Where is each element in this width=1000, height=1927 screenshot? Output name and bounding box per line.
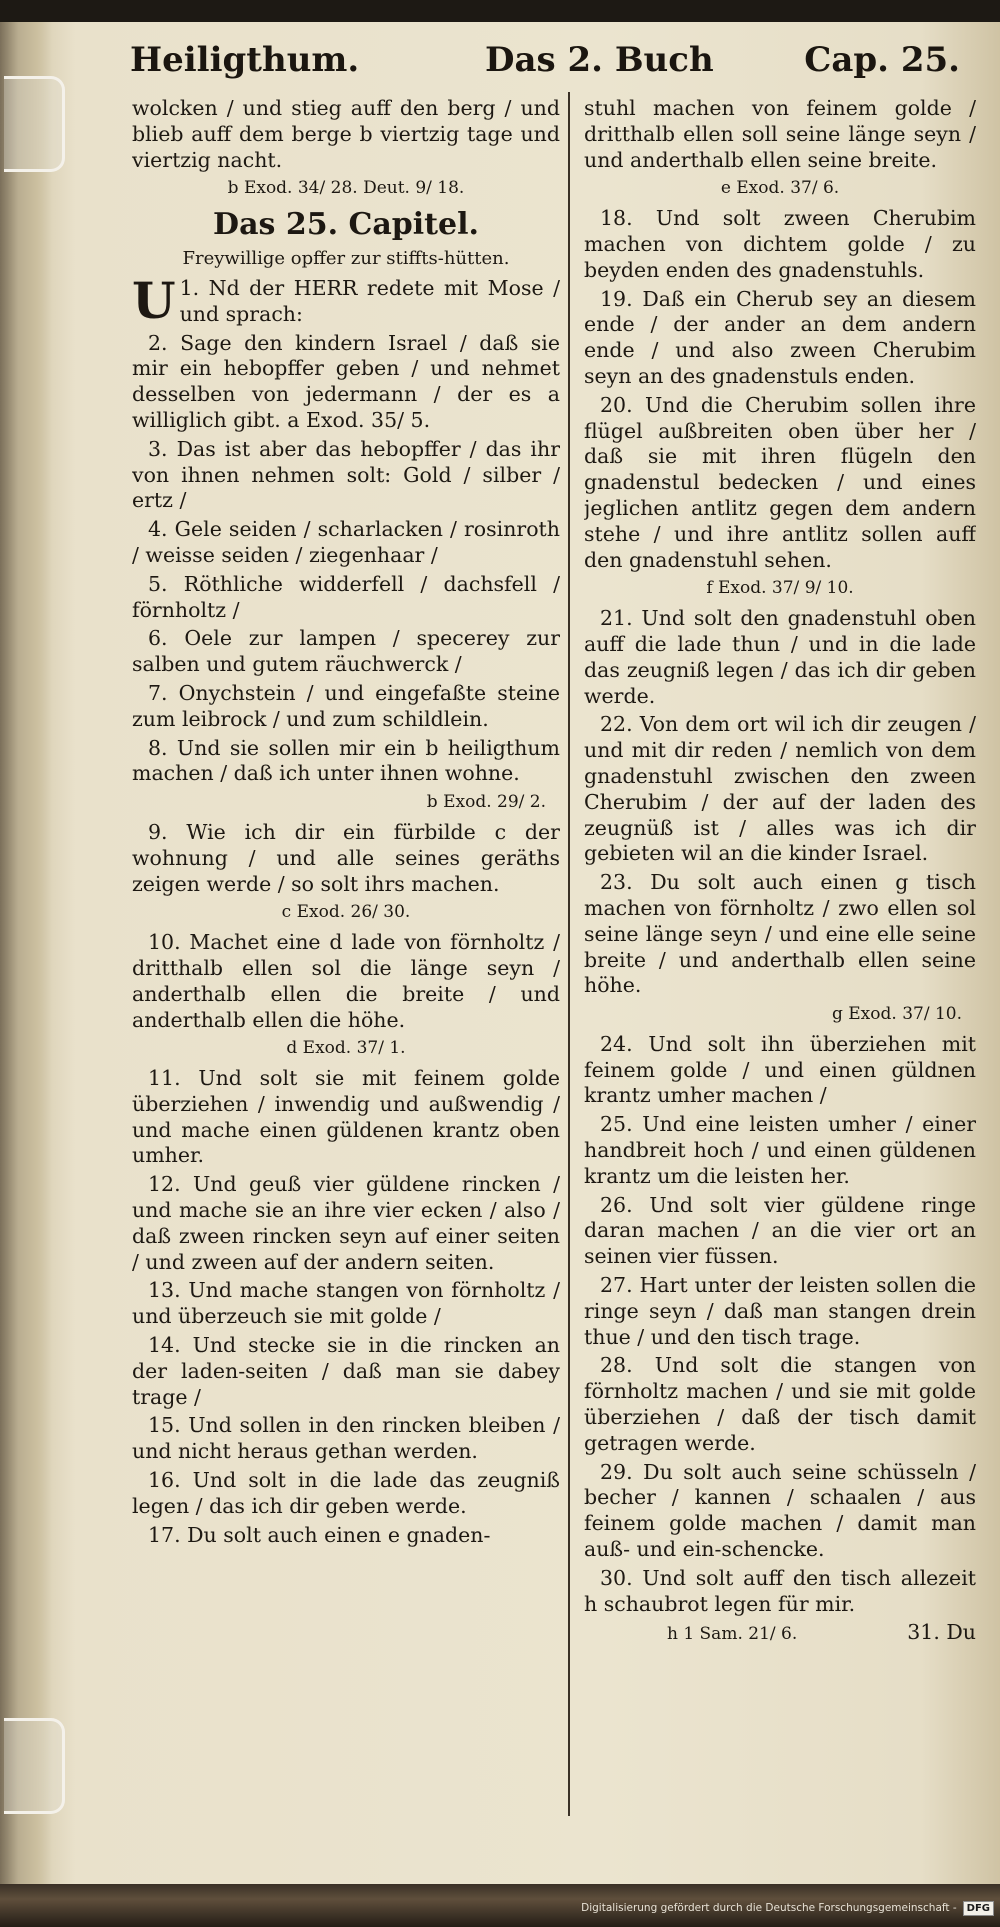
verse-19: 19. Daß ein Cherub sey an diesem ende / der ander an dem andern ende / und also zween Cherubim seyn an des gnadenstuls enden. — [584, 286, 976, 388]
drop-initial: U — [132, 270, 176, 330]
running-head-center: Das 2. Buch — [485, 40, 714, 80]
running-head — [130, 40, 960, 92]
verse-12: 12. Und geuß vier güldene rincken / und mache sie an ihre vier ecken / also / daß zween rincken seyn auf einer seiten / und zween auf der andern seiten. — [132, 1172, 560, 1274]
catchword: 31. Du — [907, 1620, 976, 1645]
verse-14: 14. Und stecke sie in die rincken an der laden-seiten / daß man sie dabey trage / — [132, 1333, 560, 1409]
verse-6: 6. Oele zur lampen / specerey zur salben und gutem räuchwerck / — [132, 626, 560, 677]
verse-17: 17. Du solt auch einen e gnaden- — [148, 1522, 491, 1547]
verse-18: 18. Und solt zween Cherubim machen von dichtem golde / zu beyden enden des gnadenstuhls. — [584, 206, 976, 282]
verse-21: 21. Und solt den gnadenstuhl oben auff die lade thun / und in die lade das zeugniß legen / das ich dir geben werde. — [584, 606, 976, 708]
verse-20-note: f Exod. 37/ 9/ 10. — [706, 578, 854, 599]
verse-9: 9. Wie ich dir ein fürbilde c der wohnung / und alle seines geräths zeigen werde / so solt ihrs machen. — [132, 819, 560, 896]
verse-27: 27. Hart unter der leisten sollen die ringe seyn / daß man stangen drein thue / und den tisch trage. — [584, 1273, 976, 1349]
verse-29: 29. Du solt auch seine schüsseln / becher / kannen / schaalen / aus feinem golde machen / damit man auß- und ein-schencke. — [584, 1459, 976, 1562]
verse-30: 30. Und solt auff den tisch allezeit h schaubrot legen für mir. — [584, 1565, 976, 1616]
verse-20: 20. Und die Cherubim sollen ihre flügel außbreiten oben über her / daß sie mit ihren flügeln den gnadenstul bedecken / und eines jeglichen antlitz gegen dem andern stehe / und ihre antlitz sollen auff den gnadenstuhl sehen. — [584, 392, 976, 572]
verse-30-note: h 1 Sam. 21/ 6. — [666, 1624, 798, 1645]
verse-7: 7. Onychstein / und eingefaßte steine zum leibrock / und zum schildlein. — [132, 680, 560, 731]
verse-8-note: b Exod. 29/ 2. — [426, 792, 546, 813]
verse-13: 13. Und mache stangen von förnholtz / und überzeuch sie mit golde / — [132, 1278, 560, 1329]
verse-3: 3. Das ist aber das hebopffer / das ihr von ihnen nehmen solt: Gold / silber / ertz / — [132, 436, 560, 513]
verse-1 — [132, 270, 560, 330]
dfg-logo: DFG — [963, 1901, 994, 1916]
verse-23-note: g Exod. 37/ 10. — [831, 1004, 962, 1025]
left-column — [132, 96, 560, 1796]
verse-2: 2. Sage den kindern Israel / daß sie mir ein hebopffer geben / und nehmet desselben von jedermann / der es a williglich gibt. a Exod. 35/ 5. — [132, 330, 560, 432]
verse-28: 28. Und solt die stangen von förnholtz machen / und sie mit golde überziehen / daß der tisch damit getragen werde. — [584, 1353, 976, 1455]
verse-24: 24. Und solt ihn überziehen mit feinem golde / und einen güldnen krantz umher machen / — [584, 1031, 976, 1108]
verse-15: 15. Und sollen in den rincken bleiben / und nicht heraus gethan werden. — [132, 1413, 560, 1464]
verse-10-note: d Exod. 37/ 1. — [286, 1038, 406, 1059]
verse-11: 11. Und solt sie mit feinem golde überziehen / inwendig und außwendig / und mache einen güldenen krantz oben umher. — [132, 1066, 560, 1168]
chapter-summary: Freywillige opffer zur stiffts-hütten. — [182, 248, 510, 270]
verse-5: 5. Röthliche widderfell / dachsfell / förnholtz / — [132, 571, 560, 622]
page-clip-top — [4, 76, 65, 172]
chapter-title: Das 25. Capitel. — [213, 207, 479, 243]
running-head-right: Cap. 25. — [804, 40, 960, 80]
right-intro: stuhl machen von feinem golde / dritthalb ellen soll seine länge seyn / und anderthalb ellen seine breite. — [584, 96, 976, 172]
verse-25: 25. Und eine leisten umher / einer handbreit hoch / und einen güldenen krantz um die leisten her. — [584, 1112, 976, 1188]
page-clip-bottom — [4, 1718, 65, 1814]
verse-23: 23. Du solt auch einen g tisch machen von förnholtz / zwo ellen sol seine länge seyn / und eine elle seine breite / und anderthalb ellen seine höhe. — [584, 870, 976, 998]
left-intro: wolcken / und stieg auff den berg / und blieb auff dem berge b viertzig tage und viertzig nacht. — [132, 96, 560, 172]
right-column — [584, 96, 976, 1796]
verse-22: 22. Von dem ort wil ich dir zeugen / und mit dir reden / nemlich von dem gnadenstuhl zwischen den zween Cherubim / der auf der laden des zeugnüß ist / alles was ich dir gebieten wil an die kinder Israel. — [584, 712, 976, 866]
verse-1-text: 1. Nd der HERR redete mit Mose / und sprach: — [179, 275, 560, 326]
verse-9-note: c Exod. 26/ 30. — [281, 902, 411, 923]
verse-16: 16. Und solt in die lade das zeugniß legen / das ich dir geben werde. — [132, 1468, 560, 1518]
right-intro-note: e Exod. 37/ 6. — [720, 178, 840, 199]
column-rule — [568, 92, 570, 1816]
running-head-left: Heiligthum. — [130, 40, 360, 80]
verse-10: 10. Machet eine d lade von förnholtz / dritthalb ellen sol die länge seyn / anderthalb ellen die breite / und anderthalb ellen die höhe. — [132, 930, 560, 1032]
verse-4: 4. Gele seiden / scharlacken / rosinroth / weisse seiden / ziegenhaar / — [132, 517, 560, 567]
book-binding — [0, 22, 52, 1884]
verse-8: 8. Und sie sollen mir ein b heiligthum machen / daß ich unter ihnen wohne. — [132, 735, 560, 786]
verse-26: 26. Und solt vier güldene ringe daran machen / an die vier ort an seinen vier füssen. — [584, 1192, 976, 1269]
left-intro-note: b Exod. 34/ 28. Deut. 9/ 18. — [227, 178, 465, 199]
credit-text: Digitalisierung gefördert durch die Deutsche Forschungsgemeinschaft - — [581, 1902, 957, 1914]
digitization-credit — [581, 1896, 994, 1920]
catchword-line — [584, 1620, 976, 1648]
